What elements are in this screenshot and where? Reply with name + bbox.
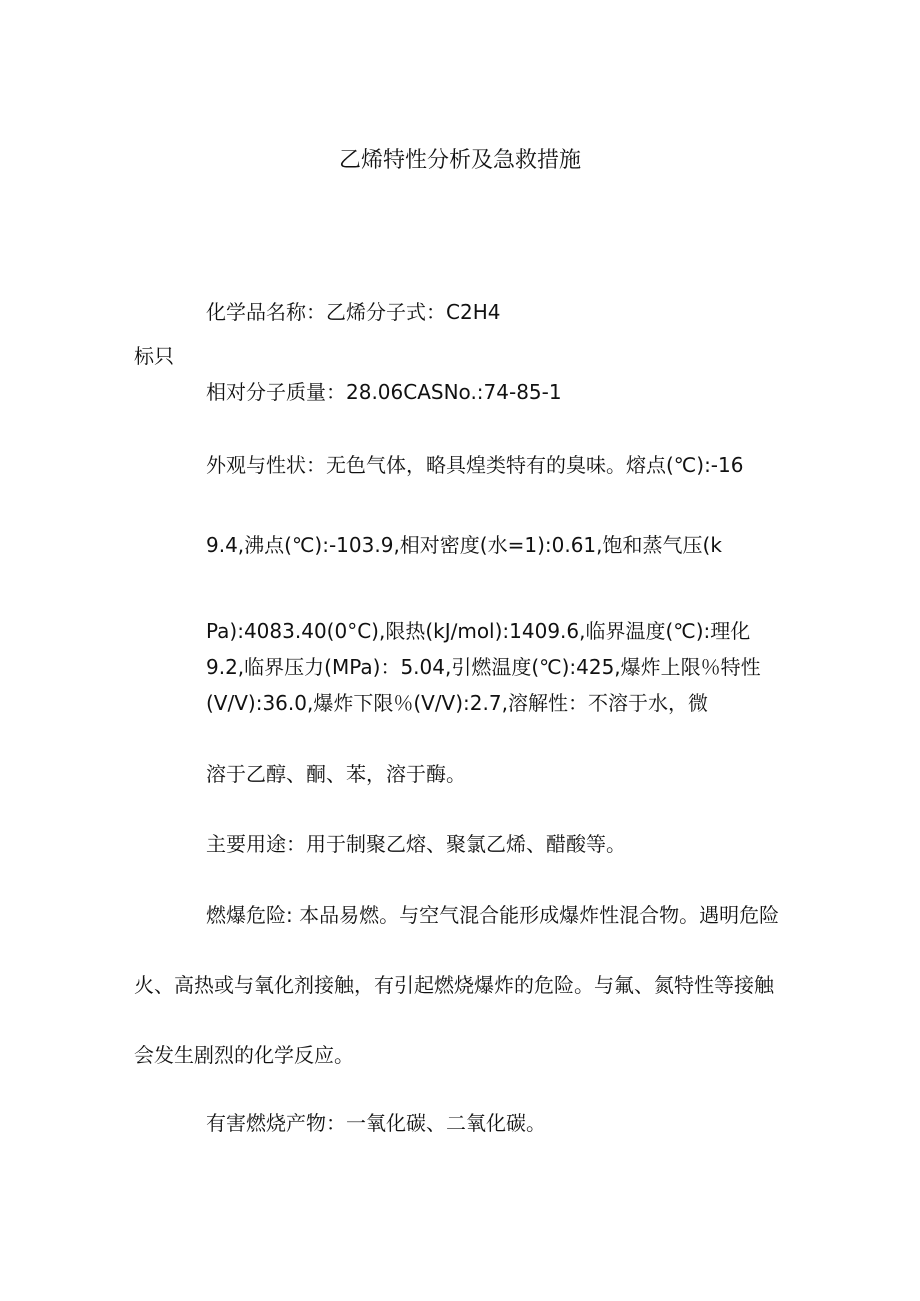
line-chemical-reaction: 会发生剧烈的化学反应。 (134, 1043, 354, 1067)
line-boiling-point: 9.4,沸点(℃):-103.9,相对密度(水=1):0.61,饱和蒸气压(k (206, 533, 722, 557)
line-main-use: 主要用途：用于制聚乙熔、聚氯乙烯、醋酸等。 (206, 832, 626, 856)
document-title: 乙烯特性分析及急救措施 (338, 148, 581, 173)
line-molecular-mass: 相对分子质量：28.06CASNo.:74-85-1 (206, 380, 562, 404)
line-solubility: 溶于乙醇、酮、苯，溶于酶。 (206, 762, 466, 786)
line-chemical-name: 化学品名称：乙烯分子式：C2H4 (206, 300, 501, 324)
line-section-label: 标只 (134, 344, 174, 368)
line-fire-hazard-continued: 火、高热或与氧化剂接触，有引起燃烧爆炸的危险。与氟、氮特性等接触 (134, 973, 774, 997)
line-combustion-products: 有害燃烧产物：一氧化碳、二氧化碳。 (206, 1111, 546, 1135)
line-critical-pressure: 9.2,临界压力(MPa)：5.04,引燃温度(℃):425,爆炸上限％特性 (206, 655, 761, 679)
line-critical-temperature: Pa):4083.40(0°C),限热(kJ∕mol):1409.6,临界温度(℃):理化 (206, 619, 751, 643)
line-appearance: 外观与性状：无色气体，略具煌类特有的臭味。熔点(℃):-16 (206, 453, 744, 477)
line-fire-hazard: 燃爆危险: 本品易燃。与空气混合能形成爆炸性混合物。遇明危险 (206, 903, 780, 927)
line-explosion-limit: (V/V):36.0,爆炸下限％(V/V):2.7,溶解性：不溶于水，微 (206, 691, 708, 715)
